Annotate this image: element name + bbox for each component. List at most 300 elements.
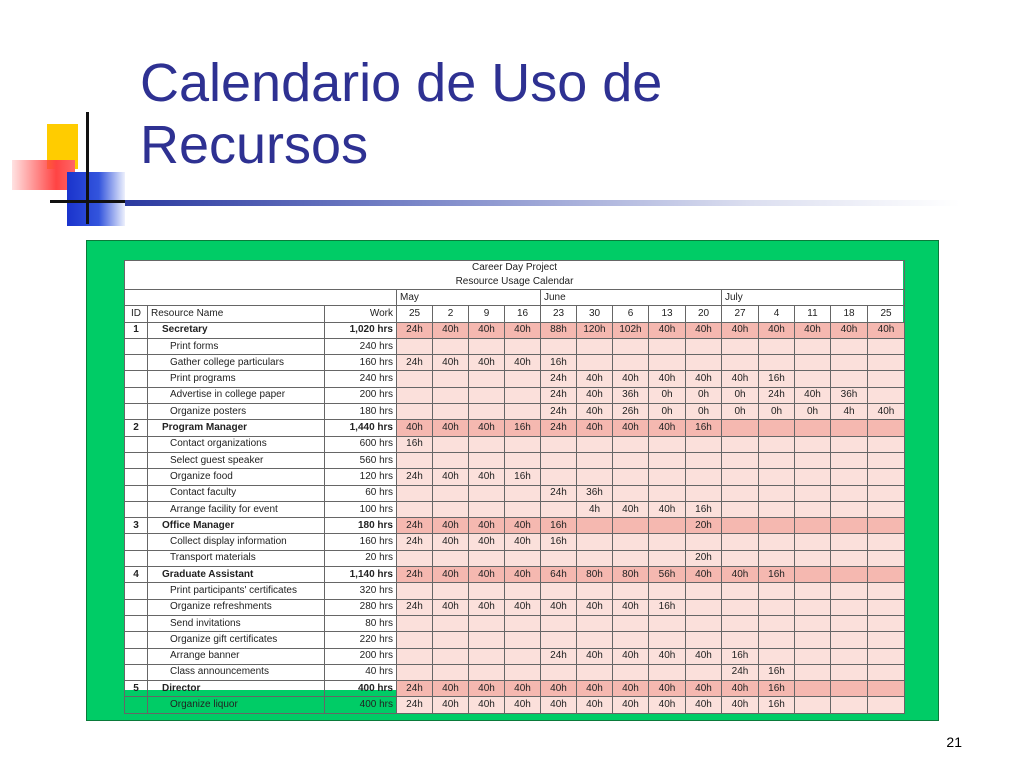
usage-cell: 40h xyxy=(613,681,649,697)
usage-cell xyxy=(541,501,577,517)
usage-cell xyxy=(831,355,868,371)
usage-cell xyxy=(831,648,868,664)
usage-cell: 40h xyxy=(469,697,505,713)
usage-cell xyxy=(469,371,505,387)
row-name: Send invitations xyxy=(148,615,325,631)
usage-cell xyxy=(686,436,722,452)
usage-cell: 16h xyxy=(397,436,433,452)
date-header: 30 xyxy=(577,306,613,322)
usage-cell xyxy=(577,518,613,534)
month-header: May xyxy=(397,290,541,306)
usage-cell xyxy=(759,485,795,501)
row-id xyxy=(125,387,148,403)
usage-cell xyxy=(613,436,649,452)
usage-cell: 16h xyxy=(759,664,795,680)
date-header: 4 xyxy=(759,306,795,322)
usage-cell: 40h xyxy=(577,681,613,697)
usage-cell: 40h xyxy=(686,371,722,387)
usage-cell xyxy=(613,469,649,485)
usage-cell xyxy=(649,355,686,371)
resource-usage-calendar xyxy=(124,260,903,711)
usage-cell xyxy=(795,355,831,371)
row-work: 160 hrs xyxy=(325,534,397,550)
resource-row xyxy=(125,420,905,436)
row-id xyxy=(125,485,148,501)
usage-cell xyxy=(868,387,905,403)
task-row xyxy=(125,469,905,485)
usage-cell: 24h xyxy=(541,404,577,420)
calendar-header-row xyxy=(125,261,905,290)
usage-cell: 24h xyxy=(541,648,577,664)
month-header-row xyxy=(125,290,905,306)
usage-cell: 4h xyxy=(577,501,613,517)
usage-cell xyxy=(649,485,686,501)
row-id xyxy=(125,664,148,680)
usage-cell xyxy=(469,387,505,403)
usage-cell xyxy=(831,501,868,517)
row-work: 1,140 hrs xyxy=(325,567,397,583)
usage-cell: 40h xyxy=(613,420,649,436)
date-header: 16 xyxy=(505,306,541,322)
row-work: 560 hrs xyxy=(325,452,397,468)
usage-cell xyxy=(649,615,686,631)
usage-cell: 40h xyxy=(469,518,505,534)
row-id xyxy=(125,615,148,631)
task-row xyxy=(125,501,905,517)
usage-cell: 40h xyxy=(686,567,722,583)
usage-cell: 40h xyxy=(649,501,686,517)
task-row xyxy=(125,355,905,371)
usage-cell xyxy=(613,534,649,550)
row-id xyxy=(125,404,148,420)
row-name: Contact faculty xyxy=(148,485,325,501)
row-name: Class announcements xyxy=(148,664,325,680)
row-id: 1 xyxy=(125,322,148,338)
usage-cell: 40h xyxy=(505,681,541,697)
usage-cell xyxy=(649,436,686,452)
date-header: 23 xyxy=(541,306,577,322)
usage-cell xyxy=(722,632,759,648)
row-id xyxy=(125,583,148,599)
usage-cell: 40h xyxy=(433,322,469,338)
usage-cell: 36h xyxy=(577,485,613,501)
usage-cell xyxy=(795,567,831,583)
usage-cell xyxy=(795,615,831,631)
usage-cell: 40h xyxy=(722,371,759,387)
usage-cell xyxy=(469,664,505,680)
header-spacer xyxy=(125,290,397,306)
row-name: Organize posters xyxy=(148,404,325,420)
usage-cell xyxy=(613,485,649,501)
usage-cell: 40h xyxy=(433,567,469,583)
usage-cell xyxy=(397,583,433,599)
row-id: 4 xyxy=(125,567,148,583)
date-header: 6 xyxy=(613,306,649,322)
usage-cell xyxy=(831,420,868,436)
usage-cell xyxy=(469,436,505,452)
usage-cell xyxy=(831,452,868,468)
page-number: 21 xyxy=(946,734,962,750)
usage-cell: 24h xyxy=(397,322,433,338)
resource-row xyxy=(125,518,905,534)
usage-cell xyxy=(686,355,722,371)
usage-cell xyxy=(613,664,649,680)
row-name: Print participants' certificates xyxy=(148,583,325,599)
usage-cell xyxy=(722,501,759,517)
usage-cell xyxy=(759,518,795,534)
usage-cell: 26h xyxy=(613,404,649,420)
usage-cell: 0h xyxy=(722,404,759,420)
usage-cell xyxy=(759,550,795,566)
usage-cell: 40h xyxy=(649,697,686,713)
row-work: 400 hrs xyxy=(325,681,397,697)
usage-cell: 40h xyxy=(469,567,505,583)
usage-cell xyxy=(505,632,541,648)
usage-cell xyxy=(577,452,613,468)
usage-cell xyxy=(469,615,505,631)
usage-cell xyxy=(831,583,868,599)
usage-cell xyxy=(541,632,577,648)
row-name: Organize gift certificates xyxy=(148,632,325,648)
usage-cell xyxy=(868,355,905,371)
usage-cell xyxy=(397,615,433,631)
usage-cell xyxy=(577,583,613,599)
usage-cell: 40h xyxy=(831,322,868,338)
date-header: 11 xyxy=(795,306,831,322)
usage-cell xyxy=(722,355,759,371)
usage-cell xyxy=(613,338,649,354)
usage-cell xyxy=(795,648,831,664)
row-id: 5 xyxy=(125,681,148,697)
task-row xyxy=(125,436,905,452)
usage-cell xyxy=(433,338,469,354)
usage-cell: 40h xyxy=(649,681,686,697)
usage-cell xyxy=(722,615,759,631)
usage-cell: 40h xyxy=(505,697,541,713)
row-work: 80 hrs xyxy=(325,615,397,631)
usage-cell xyxy=(868,469,905,485)
usage-cell: 16h xyxy=(759,567,795,583)
usage-cell xyxy=(868,599,905,615)
usage-cell xyxy=(831,697,868,713)
task-row xyxy=(125,615,905,631)
usage-cell xyxy=(433,501,469,517)
usage-cell xyxy=(577,615,613,631)
usage-cell xyxy=(433,452,469,468)
usage-cell xyxy=(759,436,795,452)
task-row xyxy=(125,697,905,713)
usage-cell: 40h xyxy=(469,355,505,371)
usage-cell: 24h xyxy=(759,387,795,403)
usage-cell xyxy=(686,599,722,615)
task-row xyxy=(125,534,905,550)
usage-cell: 40h xyxy=(505,534,541,550)
usage-cell: 80h xyxy=(577,567,613,583)
usage-cell xyxy=(433,583,469,599)
usage-cell xyxy=(686,452,722,468)
usage-cell: 40h xyxy=(613,371,649,387)
date-header-row xyxy=(125,306,905,322)
usage-cell xyxy=(397,371,433,387)
usage-cell: 40h xyxy=(433,697,469,713)
usage-cell: 0h xyxy=(722,387,759,403)
usage-cell xyxy=(649,583,686,599)
usage-cell xyxy=(831,632,868,648)
row-name: Graduate Assistant xyxy=(148,567,325,583)
usage-cell: 24h xyxy=(397,534,433,550)
usage-cell xyxy=(469,501,505,517)
usage-cell: 0h xyxy=(649,387,686,403)
usage-cell xyxy=(469,632,505,648)
usage-cell xyxy=(649,452,686,468)
task-row xyxy=(125,371,905,387)
usage-cell xyxy=(505,664,541,680)
usage-cell xyxy=(577,469,613,485)
usage-cell xyxy=(795,338,831,354)
usage-cell xyxy=(613,550,649,566)
usage-cell: 40h xyxy=(505,599,541,615)
usage-cell xyxy=(868,534,905,550)
usage-cell: 40h xyxy=(795,387,831,403)
usage-cell xyxy=(397,648,433,664)
usage-cell xyxy=(505,371,541,387)
usage-cell xyxy=(795,420,831,436)
calendar-title-cell xyxy=(125,261,905,290)
usage-cell: 16h xyxy=(505,420,541,436)
usage-cell xyxy=(433,371,469,387)
slide-title: Calendario de Uso de Recursos xyxy=(140,53,663,175)
row-name: Print programs xyxy=(148,371,325,387)
row-work: 100 hrs xyxy=(325,501,397,517)
usage-cell xyxy=(577,355,613,371)
row-name: Organize food xyxy=(148,469,325,485)
usage-cell xyxy=(722,420,759,436)
usage-cell xyxy=(397,664,433,680)
usage-cell: 40h xyxy=(722,681,759,697)
usage-cell: 16h xyxy=(541,518,577,534)
usage-cell xyxy=(868,436,905,452)
row-name: Transport materials xyxy=(148,550,325,566)
usage-cell xyxy=(759,615,795,631)
row-name: Program Manager xyxy=(148,420,325,436)
row-id xyxy=(125,436,148,452)
usage-cell xyxy=(397,452,433,468)
usage-cell: 40h xyxy=(613,501,649,517)
row-work: 1,440 hrs xyxy=(325,420,397,436)
usage-cell: 40h xyxy=(613,648,649,664)
usage-cell xyxy=(722,583,759,599)
date-header: 25 xyxy=(868,306,905,322)
usage-cell xyxy=(433,615,469,631)
row-work: 280 hrs xyxy=(325,599,397,615)
usage-cell xyxy=(759,534,795,550)
usage-cell: 40h xyxy=(541,681,577,697)
task-row xyxy=(125,583,905,599)
usage-cell xyxy=(541,583,577,599)
usage-cell: 16h xyxy=(759,371,795,387)
usage-cell xyxy=(759,599,795,615)
row-work: 160 hrs xyxy=(325,355,397,371)
usage-cell xyxy=(686,338,722,354)
usage-cell xyxy=(686,664,722,680)
usage-cell xyxy=(868,518,905,534)
usage-cell: 36h xyxy=(831,387,868,403)
usage-cell xyxy=(541,615,577,631)
usage-cell xyxy=(722,338,759,354)
usage-cell: 24h xyxy=(541,485,577,501)
usage-cell xyxy=(795,452,831,468)
usage-cell xyxy=(868,485,905,501)
usage-cell xyxy=(759,648,795,664)
usage-cell xyxy=(686,632,722,648)
usage-cell xyxy=(649,469,686,485)
usage-cell: 40h xyxy=(469,534,505,550)
row-work: 1,020 hrs xyxy=(325,322,397,338)
usage-cell xyxy=(613,615,649,631)
usage-cell: 40h xyxy=(686,648,722,664)
usage-cell xyxy=(795,518,831,534)
row-id xyxy=(125,550,148,566)
column-header-work: Work xyxy=(325,306,397,322)
usage-cell xyxy=(577,664,613,680)
row-id xyxy=(125,648,148,664)
usage-cell: 16h xyxy=(541,534,577,550)
usage-cell xyxy=(433,404,469,420)
usage-cell xyxy=(397,501,433,517)
usage-cell xyxy=(505,404,541,420)
row-name: Director xyxy=(148,681,325,697)
usage-cell: 40h xyxy=(469,681,505,697)
row-id xyxy=(125,599,148,615)
usage-cell xyxy=(469,404,505,420)
usage-cell: 88h xyxy=(541,322,577,338)
usage-cell: 80h xyxy=(613,567,649,583)
usage-cell xyxy=(868,583,905,599)
usage-cell: 40h xyxy=(505,322,541,338)
usage-cell xyxy=(686,534,722,550)
usage-cell xyxy=(397,404,433,420)
usage-cell xyxy=(868,371,905,387)
usage-cell: 40h xyxy=(433,518,469,534)
usage-cell xyxy=(433,436,469,452)
usage-cell xyxy=(505,485,541,501)
usage-cell xyxy=(868,681,905,697)
usage-cell xyxy=(541,664,577,680)
row-id: 3 xyxy=(125,518,148,534)
row-name: Arrange facility for event xyxy=(148,501,325,517)
date-header: 18 xyxy=(831,306,868,322)
usage-cell: 40h xyxy=(433,355,469,371)
calendar-table xyxy=(124,260,905,714)
task-row xyxy=(125,452,905,468)
task-row xyxy=(125,632,905,648)
row-name: Advertise in college paper xyxy=(148,387,325,403)
row-id xyxy=(125,338,148,354)
row-work: 400 hrs xyxy=(325,697,397,713)
usage-cell: 24h xyxy=(397,567,433,583)
usage-cell xyxy=(433,387,469,403)
usage-cell xyxy=(831,550,868,566)
usage-cell xyxy=(795,469,831,485)
usage-cell: 40h xyxy=(577,404,613,420)
usage-cell xyxy=(397,485,433,501)
usage-cell: 40h xyxy=(686,322,722,338)
usage-cell xyxy=(505,452,541,468)
usage-cell xyxy=(831,681,868,697)
usage-cell xyxy=(433,550,469,566)
usage-cell xyxy=(505,648,541,664)
row-work: 320 hrs xyxy=(325,583,397,599)
resource-row xyxy=(125,322,905,338)
row-id xyxy=(125,371,148,387)
usage-cell xyxy=(868,420,905,436)
usage-cell xyxy=(505,615,541,631)
usage-cell xyxy=(868,697,905,713)
usage-cell xyxy=(397,632,433,648)
usage-cell xyxy=(831,599,868,615)
usage-cell xyxy=(722,485,759,501)
usage-cell xyxy=(759,452,795,468)
decorative-horizontal-line xyxy=(50,200,130,203)
usage-cell xyxy=(649,664,686,680)
usage-cell xyxy=(505,387,541,403)
usage-cell: 40h xyxy=(577,371,613,387)
usage-cell xyxy=(759,420,795,436)
usage-cell: 40h xyxy=(722,322,759,338)
column-header-name: Resource Name xyxy=(148,306,325,322)
usage-cell: 40h xyxy=(469,322,505,338)
usage-cell xyxy=(795,632,831,648)
date-header: 9 xyxy=(469,306,505,322)
usage-cell: 40h xyxy=(722,697,759,713)
usage-cell xyxy=(505,338,541,354)
usage-cell xyxy=(759,355,795,371)
usage-cell: 24h xyxy=(541,371,577,387)
project-title: Career Day Project xyxy=(471,262,558,273)
task-row xyxy=(125,387,905,403)
usage-cell: 24h xyxy=(722,664,759,680)
usage-cell xyxy=(541,436,577,452)
usage-cell xyxy=(505,436,541,452)
usage-cell xyxy=(577,550,613,566)
usage-cell xyxy=(577,534,613,550)
usage-cell xyxy=(831,371,868,387)
usage-cell: 40h xyxy=(433,420,469,436)
usage-cell xyxy=(795,534,831,550)
usage-cell xyxy=(831,567,868,583)
usage-cell: 40h xyxy=(722,567,759,583)
usage-cell: 40h xyxy=(541,599,577,615)
month-header: June xyxy=(541,290,722,306)
usage-cell: 4h xyxy=(831,404,868,420)
usage-cell xyxy=(868,567,905,583)
usage-cell xyxy=(505,583,541,599)
usage-cell xyxy=(469,485,505,501)
usage-cell xyxy=(868,501,905,517)
row-work: 600 hrs xyxy=(325,436,397,452)
usage-cell xyxy=(759,583,795,599)
usage-cell xyxy=(397,550,433,566)
usage-cell: 40h xyxy=(577,387,613,403)
usage-cell: 0h xyxy=(649,404,686,420)
usage-cell xyxy=(759,632,795,648)
usage-cell: 20h xyxy=(686,550,722,566)
usage-cell xyxy=(795,371,831,387)
usage-cell: 120h xyxy=(577,322,613,338)
usage-cell: 40h xyxy=(795,322,831,338)
date-header: 2 xyxy=(433,306,469,322)
usage-cell: 0h xyxy=(686,404,722,420)
